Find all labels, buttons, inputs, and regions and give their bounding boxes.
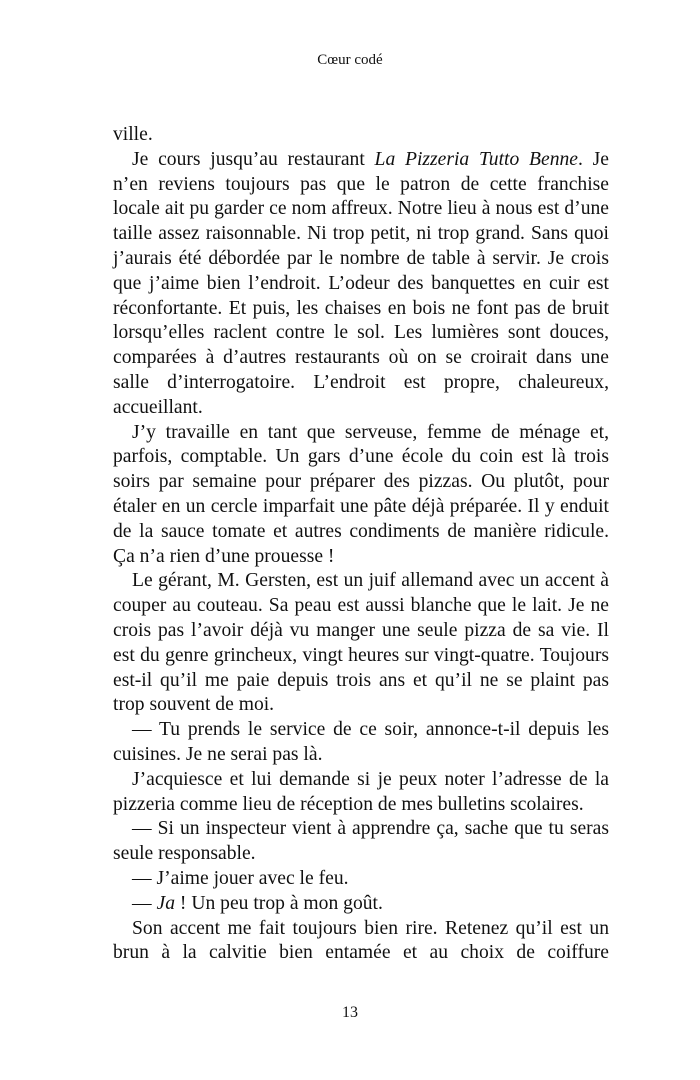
dialogue-line: — J’aime jouer avec le feu. xyxy=(132,867,349,889)
running-header: Cœur codé xyxy=(317,52,383,68)
paragraph-job: J’y travaille en tant que serveuse, femme de ménage et, parfois, comptable. Un gars d’une école du coin est là trois soirs par semaine pour préparer des pizzas. Ou plutôt, pour étaler en un cercle imparfait une pâte déjà préparée. Il y enduit de la sauce tomate et autres condiments de manière ridicule. Ça n’a rien d’une prouesse ! xyxy=(113,421,609,567)
german-word: Ja xyxy=(156,892,175,914)
paragraph-manager: Le gérant, M. Gersten, est un juif allemand avec un accent à couper au couteau. Sa peau est aussi blanche que le lait. Je ne crois pas l’avoir déjà vu manger une seule pizza de sa vie. Il est du genre grincheux, vingt heures sur vingt-quatre. Toujours est-il qu’il me paie depuis trois ans et qu’il ne se plaint pas trop souvent de moi. xyxy=(113,570,609,716)
paragraph-restaurant xyxy=(113,148,609,421)
paragraph-accent: Son accent me fait toujours bien rire. Retenez qu’il est un brun à la calvitie bien entamée et au choix de coiffure xyxy=(113,917,609,964)
dialogue-line: — Si un inspecteur vient à apprendre ça, sache que tu seras seule responsable. xyxy=(113,818,609,865)
dialogue-text: ! Un peu trop à mon goût. xyxy=(175,892,383,914)
body-text xyxy=(113,123,609,966)
restaurant-description: . Je n’en reviens toujours pas que le patron de cette franchise locale ait pu garder ce nom affreux. Notre lieu à nous est d’une taille assez raisonnable. Ni trop petit, ni trop grand. Sans quoi j’aurais été débordée par le nombre de table à servir. Je crois que j’aime bien l’endroit. L’odeur des banquettes en cuir est réconfortante. Et puis, les chaises en bois ne font pas de bruit lorsqu’elles raclent contre le sol. Les lumières sont douces, comparées à d’autres restaurants où on se croirait dans une salle d’interrogatoire. L’endroit est propre, chaleureux, accueillant. xyxy=(113,148,609,418)
restaurant-name: La Pizzeria Tutto Benne xyxy=(374,148,579,170)
paragraph-continued: ville. xyxy=(113,124,153,145)
paragraph-address: J’acquiesce et lui demande si je peux noter l’adresse de la pizzeria comme lieu de réception de mes bulletins scolaires. xyxy=(113,768,609,815)
dialogue-dash: — xyxy=(132,892,157,914)
dialogue-line: — Tu prends le service de ce soir, annonce-t-il depuis les cuisines. Je ne serai pas là. xyxy=(113,719,609,765)
page-number: 13 xyxy=(342,1004,358,1021)
dialogue-line xyxy=(113,892,609,917)
restaurant-intro: Je cours jusqu’au restaurant xyxy=(132,148,375,170)
